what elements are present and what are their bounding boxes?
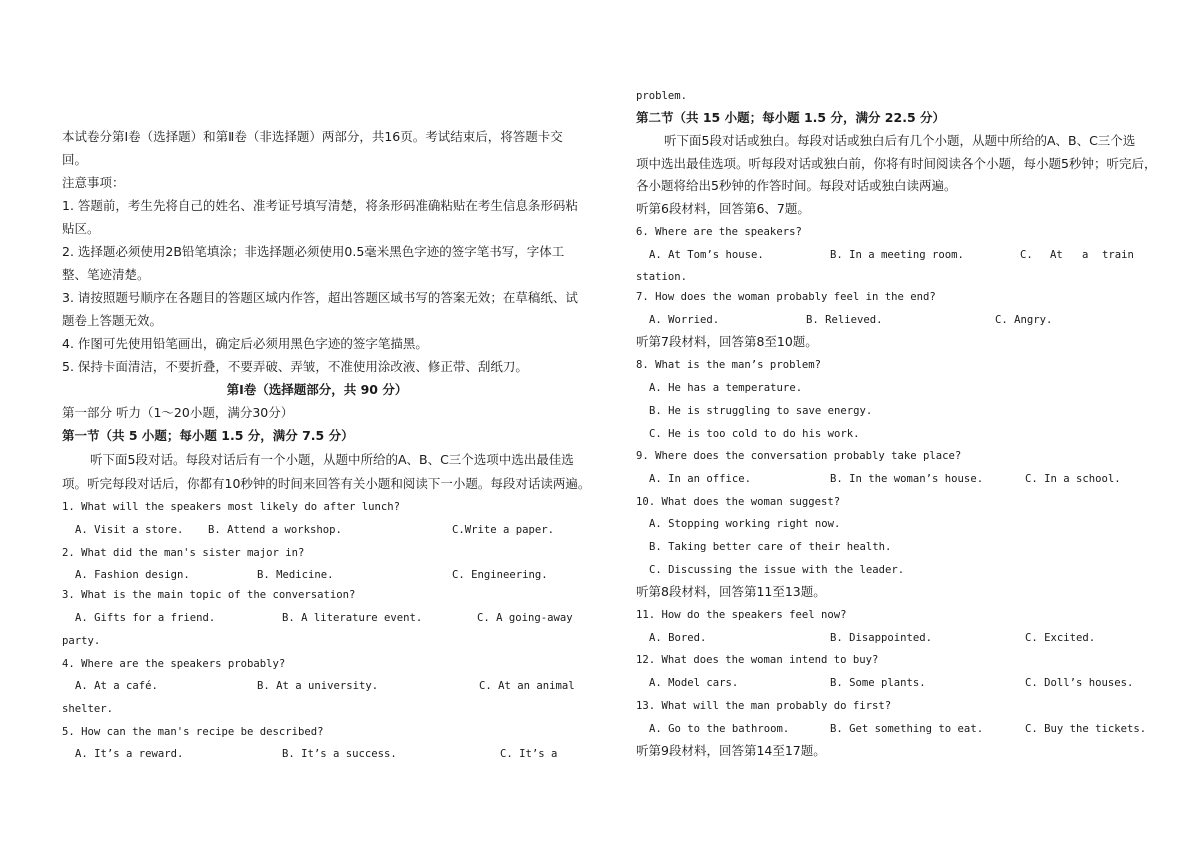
question-stem-2: 2. What did the man's sister major in? (62, 547, 305, 559)
option-a: A. Model cars. (649, 677, 739, 689)
option-c: C. At an animal (479, 680, 575, 692)
option-c: C. It’s a (500, 748, 558, 760)
option-c: C.Write a paper. (452, 524, 555, 536)
part1-title: 第一部分 听力（1～20小题，满分30分） (62, 405, 294, 420)
option-c: C. Excited. (1025, 632, 1096, 644)
option-b: B. Medicine. (257, 569, 334, 581)
option-c-word: a (1082, 249, 1089, 261)
question-stem-11: 11. How do the speakers feel now? (636, 609, 847, 621)
question-stem-12: 12. What does the woman intend to buy? (636, 654, 879, 666)
section1-instruction: 听下面5段对话。每段对话后有一个小题，从题中所给的A、B、C三个选项中选出最佳选 (90, 452, 574, 467)
notice-item: 3. 请按照题号顺序在各题目的答题区域内作答，超出答题区域书写的答案无效；在草稿纸、试 (62, 290, 578, 305)
intro-line: 本试卷分第Ⅰ卷（选择题）和第Ⅱ卷（非选择题）两部分，共16页。考试结束后，将答题卡交 (62, 129, 563, 144)
option-a: A. At Tom’s house. (649, 249, 764, 261)
option-a: A. It’s a reward. (75, 748, 184, 760)
option-c-word: train (1102, 249, 1134, 261)
material-heading: 听第6段材料，回答第6、7题。 (636, 201, 810, 216)
option-continuation: party. (62, 635, 101, 647)
question-stem-9: 9. Where does the conversation probably take place? (636, 450, 962, 462)
option-b: B. Get something to eat. (830, 723, 984, 735)
section1-title: 第一节（共 5 小题；每小题 1.5 分，满分 7.5 分） (62, 428, 354, 443)
option-c: C. (1020, 249, 1033, 261)
notice-item: 1. 答题前，考生先将自己的姓名、准考证号填写清楚，将条形码准确粘贴在考生信息条形码粘 (62, 198, 578, 213)
option-a: A. Stopping working right now. (649, 518, 841, 530)
option-continuation: station. (636, 271, 688, 283)
option-c: C. Doll’s houses. (1025, 677, 1134, 689)
option-b: B. Some plants. (830, 677, 926, 689)
option-b: B. In a meeting room. (830, 249, 964, 261)
option-c: C. He is too cold to do his work. (649, 428, 860, 440)
option-b: B. Disappointed. (830, 632, 933, 644)
material-heading: 听第8段材料，回答第11至13题。 (636, 584, 826, 599)
material-heading: 听第9段材料，回答第14至17题。 (636, 743, 826, 758)
option-a: A. Visit a store. (75, 524, 184, 536)
section2-instruction: 项中选出最佳选项。听每段对话或独白前，你将有时间阅读各个小题，每小题5秒钟；听完后， (636, 156, 1157, 171)
question-stem-6: 6. Where are the speakers? (636, 226, 802, 238)
question-stem-8: 8. What is the man’s problem? (636, 359, 821, 371)
option-c: C. A going-away (477, 612, 573, 624)
notice-item: 整、笔迹清楚。 (62, 267, 150, 282)
option-b: B. In the woman’s house. (830, 473, 984, 485)
notice-item: 2. 选择题必须使用2B铅笔填涂；非选择题必须使用0.5毫米黑色字迹的签字笔书写，字体工 (62, 244, 565, 259)
question-stem-3: 3. What is the main topic of the conversation? (62, 589, 356, 601)
notice-item: 题卷上答题无效。 (62, 313, 163, 328)
option-c: C. In a school. (1025, 473, 1121, 485)
option-continuation: shelter. (62, 703, 114, 715)
section1-instruction: 项。听完每段对话后，你都有10秒钟的时间来回答有关小题和阅读下一小题。每段对话读两遍。 (62, 476, 591, 491)
option-a: A. At a café. (75, 680, 158, 692)
option-b: B. It’s a success. (282, 748, 397, 760)
section2-instruction: 听下面5段对话或独白。每段对话或独白后有几个小题，从题中所给的A、B、C三个选 (664, 133, 1136, 148)
option-b: B. Attend a workshop. (208, 524, 342, 536)
question-stem-5: 5. How can the man's recipe be described? (62, 726, 324, 738)
option-b: B. Taking better care of their health. (649, 541, 892, 553)
question-stem-7: 7. How does the woman probably feel in the end? (636, 291, 936, 303)
section2-title: 第二节（共 15 小题；每小题 1.5 分，满分 22.5 分） (636, 110, 945, 125)
section2-instruction: 各小题将给出5秒钟的作答时间。每段对话或独白读两遍。 (636, 178, 957, 193)
notice-item: 5. 保持卡面清洁，不要折叠，不要弄破、弄皱，不准使用涂改液、修正带、刮纸刀。 (62, 359, 528, 374)
option-c: C. Buy the tickets. (1025, 723, 1147, 735)
option-b: B. A literature event. (282, 612, 423, 624)
option-a: A. Bored. (649, 632, 707, 644)
question-stem-13: 13. What will the man probably do first? (636, 700, 892, 712)
question-stem-1: 1. What will the speakers most likely do after lunch? (62, 501, 401, 513)
option-a: A. In an office. (649, 473, 752, 485)
notice-item: 贴区。 (62, 221, 100, 236)
option-a: A. Worried. (649, 314, 720, 326)
option-b: B. Relieved. (806, 314, 883, 326)
notice-title: 注意事项： (62, 175, 125, 190)
option-a: A. Fashion design. (75, 569, 190, 581)
option-c: C. Engineering. (452, 569, 548, 581)
question-stem-10: 10. What does the woman suggest? (636, 496, 841, 508)
notice-item: 4. 作图可先使用铅笔画出，确定后必须用黑色字迹的签字笔描黑。 (62, 336, 428, 351)
option-a: A. Gifts for a friend. (75, 612, 216, 624)
option-continuation: problem. (636, 90, 688, 102)
left-column (62, 0, 591, 847)
intro-line: 回。 (62, 152, 88, 167)
option-c-word: At (1050, 249, 1063, 261)
option-a: A. He has a temperature. (649, 382, 803, 394)
volume-title: 第Ⅰ卷（选择题部分，共 90 分） (226, 382, 408, 397)
right-column (636, 0, 1157, 847)
option-a: A. Go to the bathroom. (649, 723, 790, 735)
option-b: B. He is struggling to save energy. (649, 405, 873, 417)
option-c: C. Discussing the issue with the leader. (649, 564, 905, 576)
option-b: B. At a university. (257, 680, 379, 692)
material-heading: 听第7段材料，回答第8至10题。 (636, 334, 818, 349)
option-c: C. Angry. (995, 314, 1053, 326)
question-stem-4: 4. Where are the speakers probably? (62, 658, 286, 670)
